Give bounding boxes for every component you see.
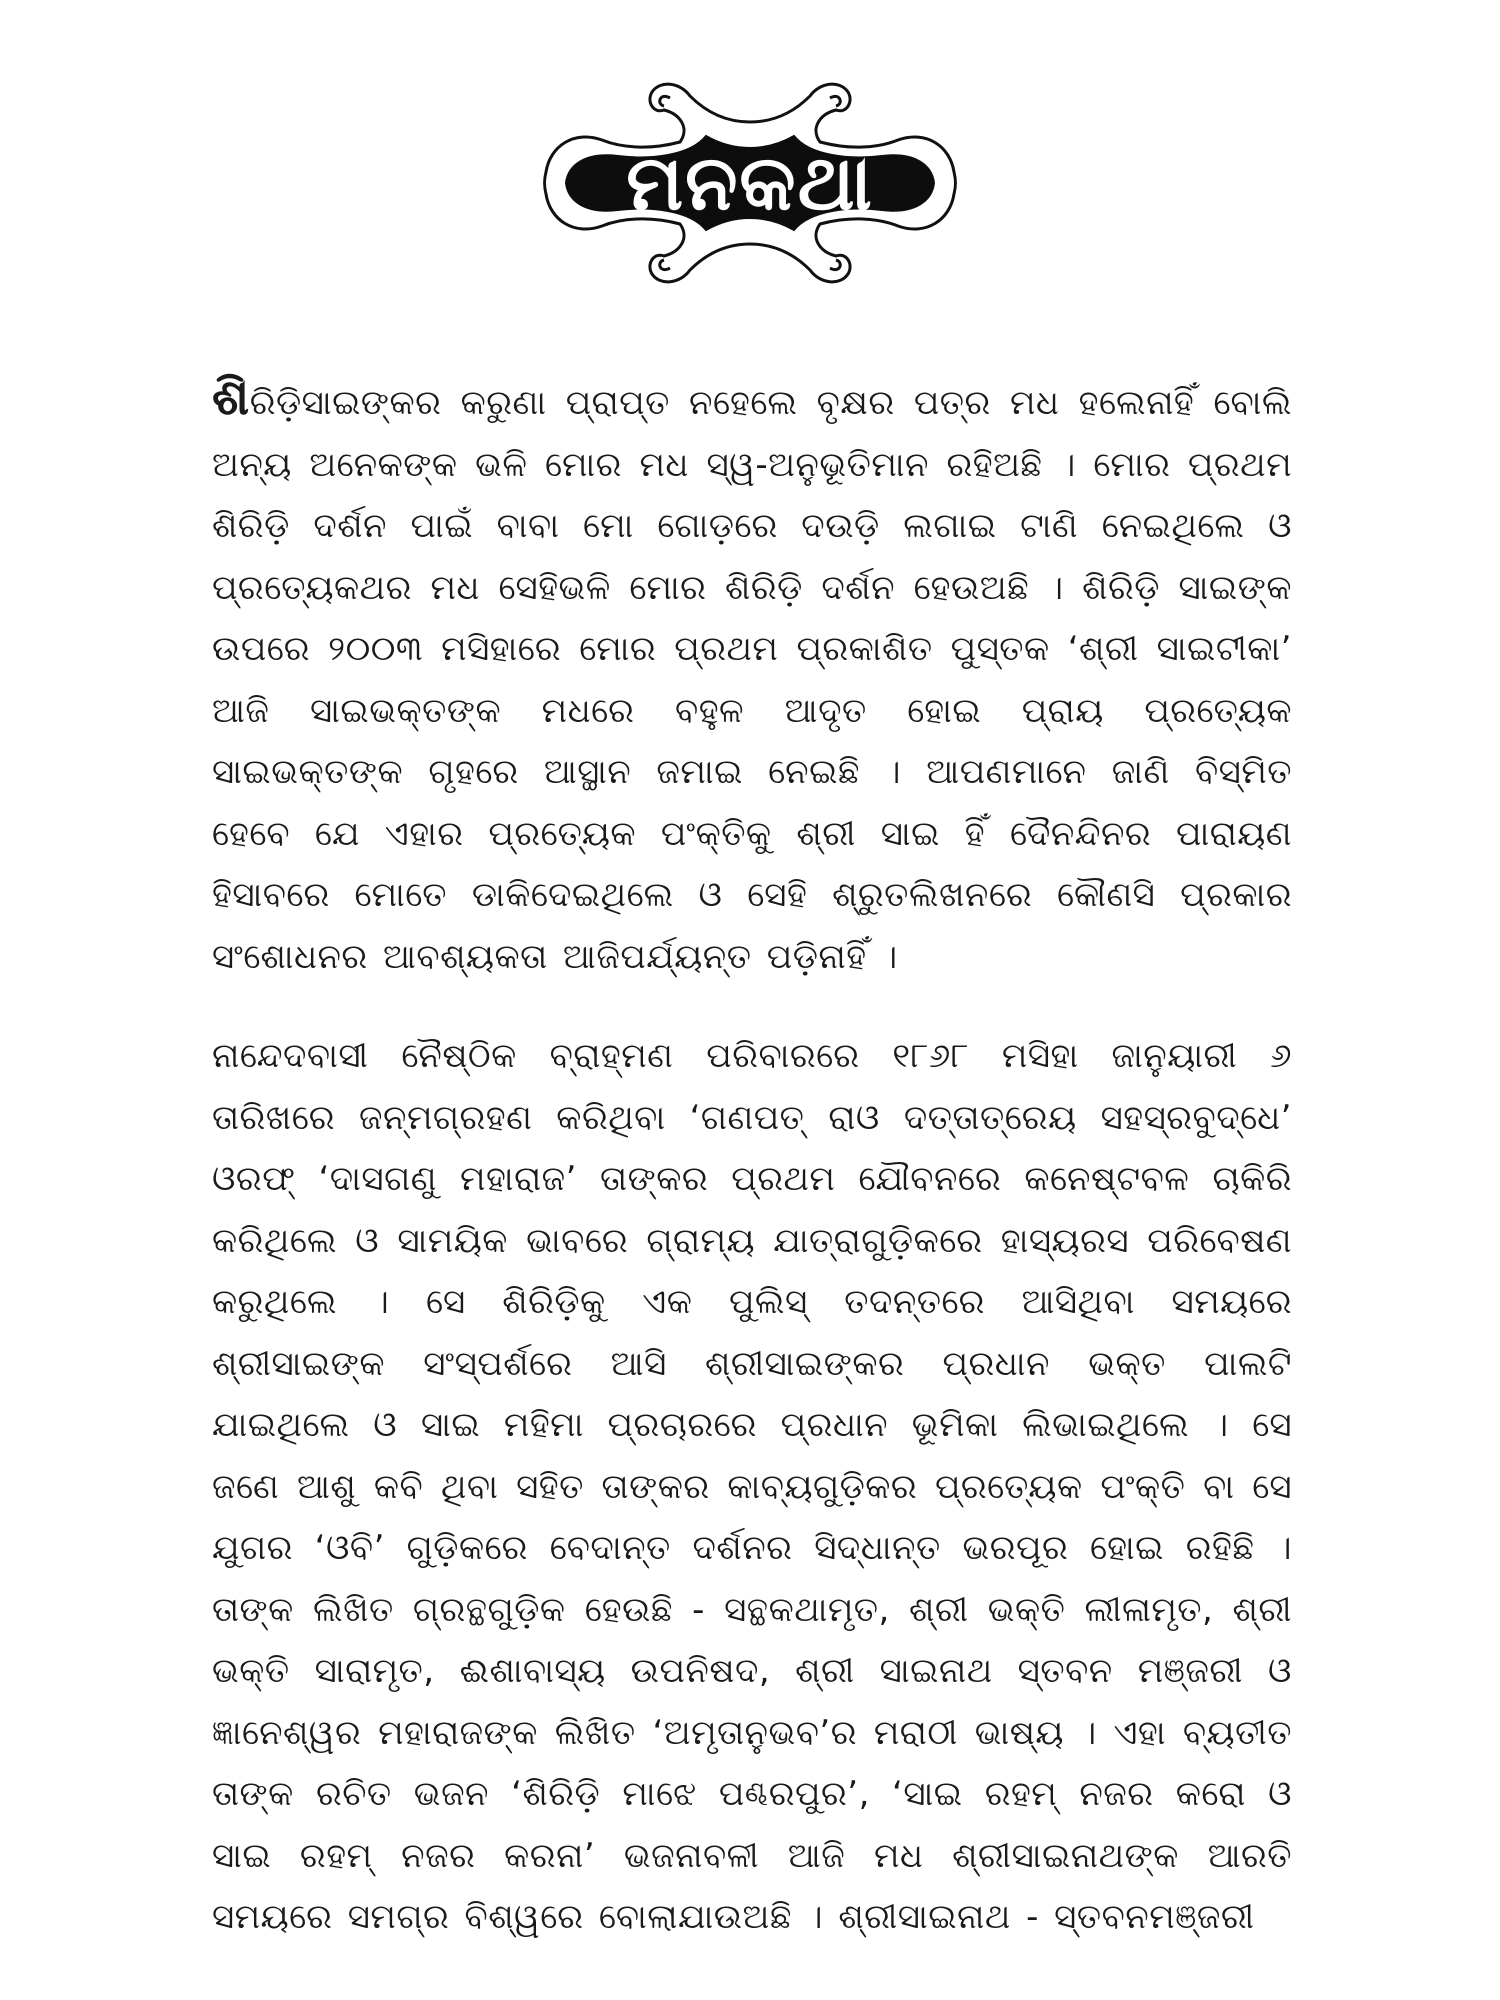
- page-title: ମନକଥା: [626, 138, 874, 227]
- paragraph-1: [212, 368, 1292, 988]
- paragraph-2: ନାନ୍ଦେଦବାସୀ ନୈଷ୍ଠିକ ବ୍ରାହ୍ମଣ ପରିବାରରେ ୧୮୬୮ ମସିହା ଜାନୁୟାରୀ ୬ ତାରିଖରେ ଜନ୍ମଗ୍ରହଣ କରିଥିବା ‘ଗଣପତ୍ ରାଓ ଦତ୍ତାତ୍ରେୟ ସହସ୍ରବୁଦ୍ଧେ’ ଓରଫ୍ ‘ଦାସଗଣୁ ମହାରାଜ’ ତାଙ୍କର ପ୍ରଥମ ଯୌବନରେ କନେଷ୍ଟବଳ ଚାକିରି କରିଥିଲେ ଓ ସାମୟିକ ଭାବରେ ଗ୍ରାମ୍ୟ ଯାତ୍ରାଗୁଡ଼ିକରେ ହାସ୍ୟରସ ପରିବେଷଣ କରୁଥିଲେ । ସେ ଶିରିଡ଼ିକୁ ଏକ ପୁଲିସ୍ ତଦନ୍ତରେ ଆସିଥିବା ସମୟରେ ଶ୍ରୀସାଇଙ୍କ ସଂସ୍ପର୍ଶରେ ଆସି ଶ୍ରୀସାଇଙ୍କର ପ୍ରଧାନ ଭକ୍ତ ପାଲଟି ଯାଇଥିଲେ ଓ ସାଇ ମହିମା ପ୍ରଚାରରେ ପ୍ରଧାନ ଭୂମିକା ଲିଭାଇଥିଲେ । ସେ ଜଣେ ଆଶୁ କବି ଥିବା ସହିତ ତାଙ୍କର କାବ୍ୟଗୁଡ଼ିକର ପ୍ରତ୍ୟେକ ପଂକ୍ତି ବା ସେ ଯୁଗର ‘ଓବି’ ଗୁଡ଼ିକରେ ବେଦାନ୍ତ ଦର୍ଶନର ସିଦ୍ଧାନ୍ତ ଭରପୂର ହୋଇ ରହିଛି । ତାଙ୍କ ଲିଖିତ ଗ୍ରନ୍ଥଗୁଡ଼ିକ ହେଉଛି - ସନ୍ଥକଥାମୃତ, ଶ୍ରୀ ଭକ୍ତି ଲୀଳାମୃତ, ଶ୍ରୀ ଭକ୍ତି ସାରାମୃତ, ଈଶାବାସ୍ୟ ଉପନିଷଦ, ଶ୍ରୀ ସାଇନାଥ ସ୍ତବନ ମଞ୍ଜରୀ ଓ ଜ୍ଞାନେଶ୍ୱର ମହାରାଜଙ୍କ ଲିଖିତ ‘ଅମୃତାନୁଭବ’ର ମରାଠୀ ଭାଷ୍ୟ । ଏହା ବ୍ୟତୀତ ତାଙ୍କ ରଚିତ ଭଜନ ‘ଶିରିଡ଼ି ମାଝେ ପଣ୍ଢରପୁର’, ‘ସାଇ ରହମ୍ ନଜର କରୋ ଓ ସାଇ ରହମ୍ ନଜର କରନା’ ଭଜନାବଳୀ ଆଜି ମଧ ଶ୍ରୀସାଇନାଥଙ୍କ ଆରତି ସମୟରେ ସମଗ୍ର ବିଶ୍ୱରେ ବୋଲାଯାଉଅଛି । ଶ୍ରୀସାଇନାଥ - ସ୍ତବନମଞ୍ଜରୀ: [212, 1036, 1292, 1937]
- body-text: [212, 368, 1292, 1949]
- drop-cap: ଶି: [212, 368, 250, 426]
- paragraph-1-text: ରିଡ଼ିସାଇଙ୍କର କରୁଣା ପ୍ରାପ୍ତ ନହେଲେ ବୃକ୍ଷର ପତ୍ର ମଧ ହଲେନାହିଁ ବୋଲି ଅନ୍ୟ ଅନେକଙ୍କ ଭଳି ମୋର ମଧ ସ୍ୱ-ଅନୁଭୂତିମାନ ରହିଅଛି । ମୋର ପ୍ରଥମ ଶିରିଡ଼ି ଦର୍ଶନ ପାଇଁ ବାବା ମୋ ଗୋଡ଼ରେ ଦଉଡ଼ି ଲଗାଇ ଟାଣି ନେଇଥିଲେ ଓ ପ୍ରତ୍ୟେକଥର ମଧ ସେହିଭଳି ମୋର ଶିରିଡ଼ି ଦର୍ଶନ ହେଉଅଛି । ଶିରିଡ଼ି ସାଇଙ୍କ ଉପରେ ୨୦୦୩ ମସିହାରେ ମୋର ପ୍ରଥମ ପ୍ରକାଶିତ ପୁସ୍ତକ ‘ଶ୍ରୀ ସାଇଟୀକା’ ଆଜି ସାଇଭକ୍ତଙ୍କ ମଧରେ ବହୁଳ ଆଦୃତ ହୋଇ ପ୍ରାୟ ପ୍ରତ୍ୟେକ ସାଇଭକ୍ତଙ୍କ ଗୃହରେ ଆସ୍ଥାନ ଜମାଇ ନେଇଛି । ଆପଣମାନେ ଜାଣି ବିସ୍ମିତ ହେବେ ଯେ ଏହାର ପ୍ରତ୍ୟେକ ପଂକ୍ତିକୁ ଶ୍ରୀ ସାଇ ହିଁ ଦୈନନ୍ଦିନର ପାରାୟଣ ହିସାବରେ ମୋତେ ଡାକିଦେଇଥିଲେ ଓ ସେହି ଶ୍ରୁତଲିଖନରେ କୌଣସି ପ୍ରକାର ସଂଶୋଧନର ଆବଶ୍ୟକତା ଆଜିପର୍ଯ୍ୟନ୍ତ ପଡ଼ିନାହିଁ ।: [212, 383, 1292, 977]
- title-badge: [530, 68, 970, 298]
